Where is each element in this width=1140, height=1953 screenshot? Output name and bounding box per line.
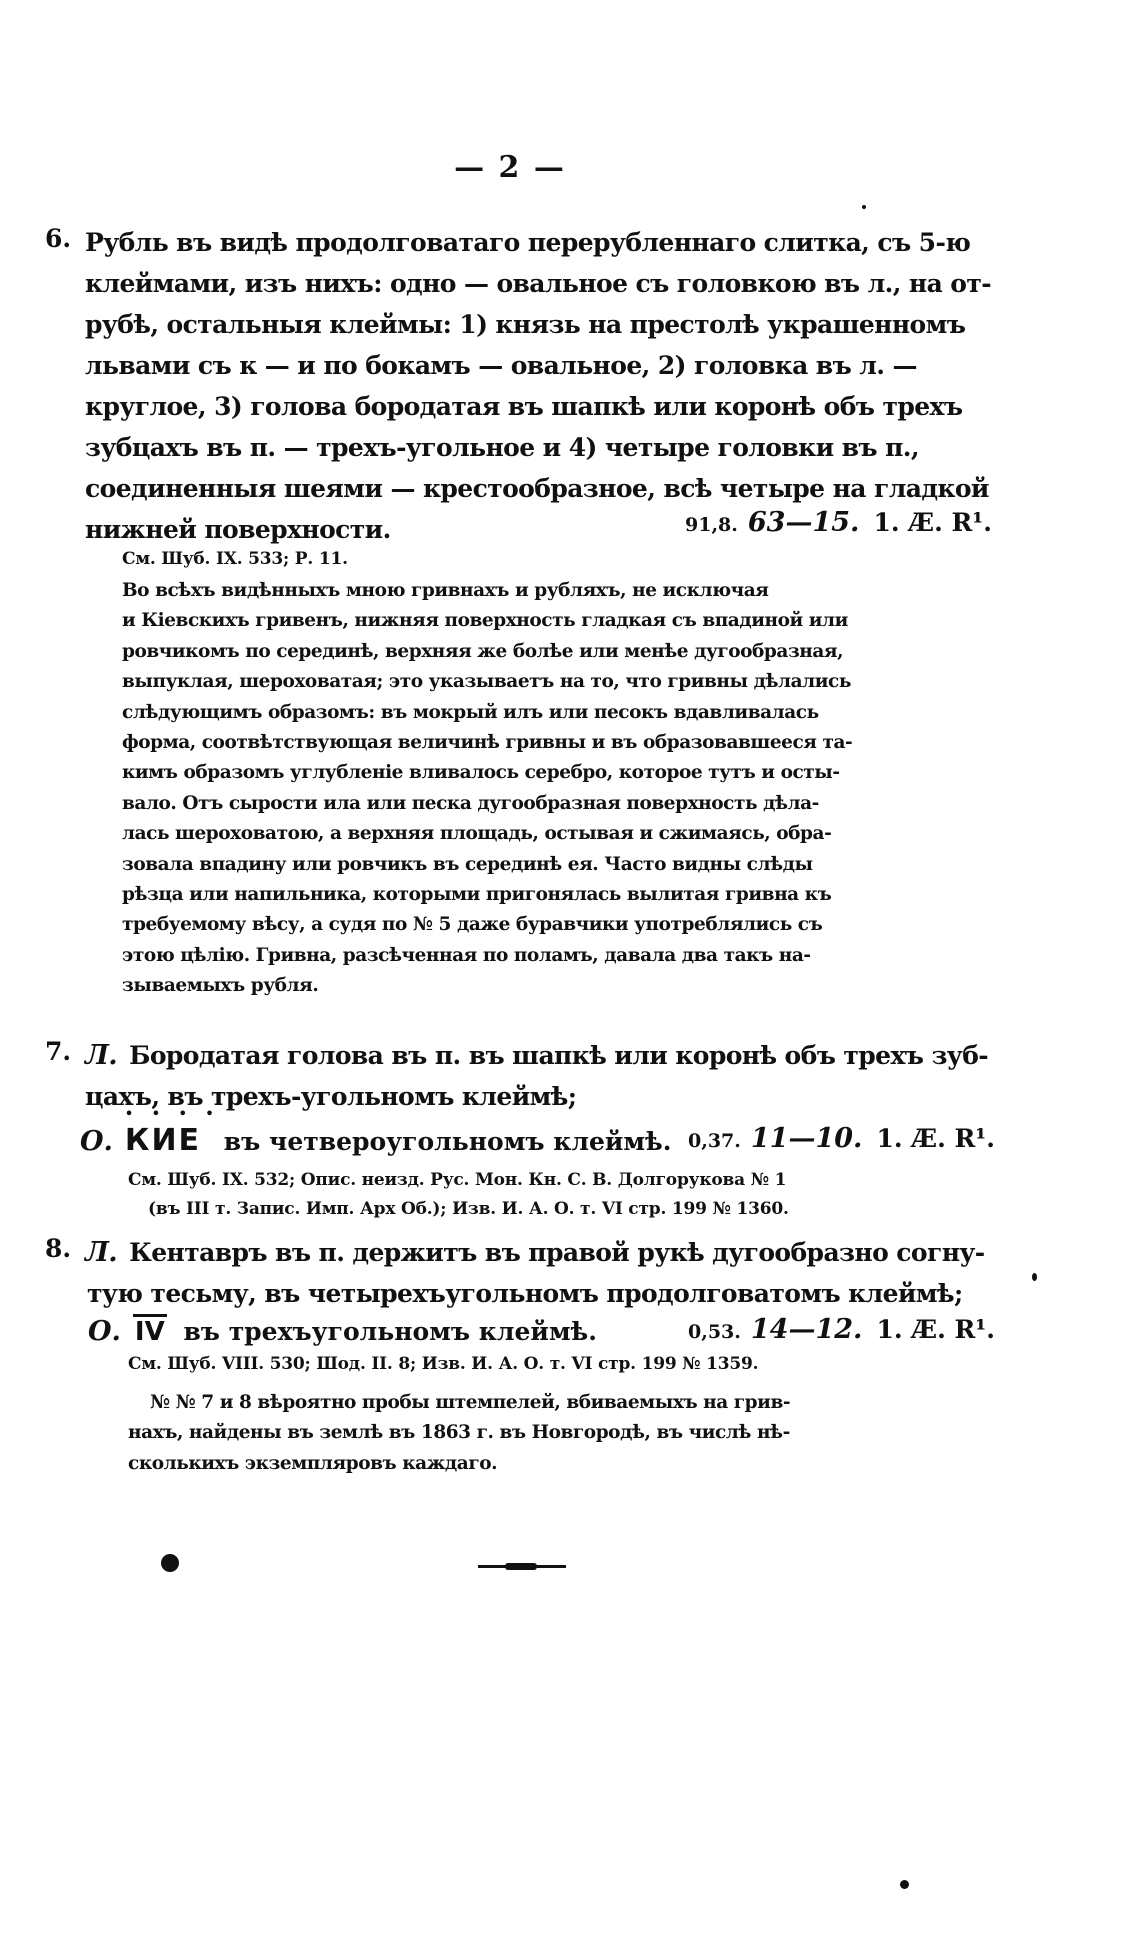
reverse-text: въ трехъугольномъ клеймѣ.	[183, 1317, 597, 1346]
entry-8-reverse	[88, 1314, 597, 1347]
note-line: слѣдующимъ образомъ: въ мокрый илъ или песокъ вдавливалась	[122, 701, 819, 723]
note-line: и Кіевскихъ гривенъ, нижняя поверхность гладкая съ впадиной или	[122, 610, 848, 632]
catalog-mark: 1. Æ. R¹.	[876, 1315, 995, 1344]
text-line: клеймами, изъ нихъ: одно — овальное съ головкою въ л., на от-	[85, 269, 992, 298]
note-line: рѣзца или напильника, которыми пригонялась вылитая гривна къ	[122, 884, 832, 906]
entry-description	[85, 222, 992, 550]
ink-speck	[1032, 1273, 1037, 1281]
text-line	[85, 1232, 985, 1273]
text-line: цахъ, въ трехъ-угольномъ клеймѣ;	[85, 1082, 577, 1111]
text-line: Рубль въ видѣ продолговатаго перерубленнаго слитка, съ 5-ю	[85, 228, 971, 257]
note-line: кимъ образомъ углубленіе вливалось серебро, которое тутъ и осты-	[122, 762, 840, 784]
coin-legend	[124, 1107, 221, 1158]
note-line: зываемыхъ рубля.	[122, 975, 319, 997]
size-range: 63—15.	[747, 507, 860, 538]
entry-7-catalog	[688, 1123, 995, 1154]
reverse-text: въ четвероугольномъ клеймѣ.	[223, 1127, 672, 1156]
text-line: соединенныя шеями — крестообразное, всѣ четыре на гладкой	[85, 474, 989, 503]
note-line: Во всѣхъ видѣнныхъ мною гривнахъ и рубляхъ, не исключая	[122, 580, 769, 601]
note-line: требуемому вѣсу, а судя по № 5 даже буравчики употреблялись съ	[122, 914, 823, 936]
obverse-text: Бородатая голова въ п. въ шапкѣ или коронѣ объ трехъ зуб-	[129, 1041, 989, 1070]
ink-speck	[900, 1880, 909, 1889]
entry-number: 7.	[45, 1037, 72, 1066]
note-line: этою цѣлію. Гривна, разсѣченная по поламъ, давала два такъ на-	[122, 944, 811, 966]
size-range: 11—10.	[750, 1123, 863, 1154]
note-line: № № 7 и 8 вѣроятно пробы штемпелей, вбиваемыхъ на грив-	[150, 1392, 791, 1413]
section-divider-ornament	[505, 1563, 537, 1570]
note-line: сколькихъ экземпляровъ каждаго.	[128, 1452, 498, 1474]
text-line: нижней поверхности.	[85, 515, 391, 544]
entry-8-reference: См. Шуб. VIII. 530; Шод. II. 8; Изв. И. А. О. т. VI стр. 199 № 1359.	[128, 1354, 759, 1374]
catalog-mark: 1. Æ. R¹.	[876, 1124, 995, 1153]
entry-7-reverse	[80, 1107, 672, 1158]
text-line: тую тесьму, въ четырехъугольномъ продолговатомъ клеймѣ;	[87, 1279, 963, 1308]
note-line: лась шероховатою, а верхняя площадь, остывая и сжимаясь, обра-	[122, 823, 832, 845]
text-line: рубѣ, остальныя клеймы: 1) князь на престолѣ украшенномъ	[85, 310, 966, 339]
note-line: вало. Отъ сырости ила или песка дугообразная поверхность дѣла-	[122, 792, 819, 814]
entry-description	[85, 1035, 989, 1117]
entry-6-catalog	[685, 507, 992, 538]
obverse-label: Л.	[85, 1040, 118, 1071]
entry-7-reference	[128, 1166, 789, 1224]
page-number: — 2 —	[454, 150, 566, 185]
note-7-8	[128, 1388, 928, 1479]
text-line: зубцахъ въ п. — трехъ-угольное и 4) четыре головки въ п.,	[85, 433, 920, 462]
entry-number: 6.	[45, 224, 72, 253]
size-range: 14—12.	[750, 1314, 863, 1345]
ink-speck	[161, 1554, 179, 1572]
reverse-label: О.	[80, 1126, 113, 1157]
obverse-text: Кентавръ въ п. держитъ въ правой рукѣ дугообразно согну-	[129, 1238, 985, 1267]
obverse-label: Л.	[85, 1237, 118, 1268]
reverse-label: О.	[88, 1316, 121, 1347]
note-line: выпуклая, шероховатая; это указываетъ на то, что гривны дѣлались	[122, 671, 851, 693]
entry-number: 8.	[45, 1234, 72, 1263]
entry-8	[45, 1232, 1045, 1322]
note-line: зовала впадину или ровчикъ въ серединѣ ея. Часто видны слѣды	[122, 853, 813, 875]
measure: 91,8.	[685, 514, 738, 536]
measure: 0,37.	[688, 1130, 741, 1152]
note-line: ровчикомъ по серединѣ, верхняя же болѣе или менѣе дугообразная,	[122, 640, 844, 662]
reference-line: См. Шуб. IX. 532; Опис. неизд. Рус. Мон. Кн. С. В. Долгорукова № 1	[128, 1170, 787, 1190]
legend-text: КИЕ	[124, 1123, 202, 1158]
note-line: форма, соотвѣтствующая величинѣ гривны и въ образовавшееся та-	[122, 732, 853, 754]
note-line: нахъ, найдены въ землѣ въ 1863 г. въ Новгородѣ, въ числѣ нѣ-	[128, 1422, 790, 1444]
coin-legend: IV	[133, 1314, 167, 1347]
text-line: львами съ к — и по бокамъ — овальное, 2) головка въ л. —	[85, 351, 917, 380]
text-line	[85, 1035, 989, 1076]
legend-dots: • • • •	[124, 1107, 221, 1122]
entry-8-catalog	[688, 1314, 995, 1345]
measure: 0,53.	[688, 1321, 741, 1343]
catalog-mark: 1. Æ. R¹.	[873, 508, 992, 537]
ink-speck	[862, 205, 866, 209]
entry-6-reference: См. Шуб. IX. 533; Р. 11.	[122, 549, 348, 569]
note-6	[122, 576, 922, 1002]
text-line: круглое, 3) голова бородатая въ шапкѣ или коронѣ объ трехъ	[85, 392, 963, 421]
reference-line: (въ III т. Запис. Имп. Арх Об.); Изв. И. А. О. т. VI стр. 199 № 1360.	[148, 1199, 789, 1219]
entry-description	[85, 1232, 985, 1314]
